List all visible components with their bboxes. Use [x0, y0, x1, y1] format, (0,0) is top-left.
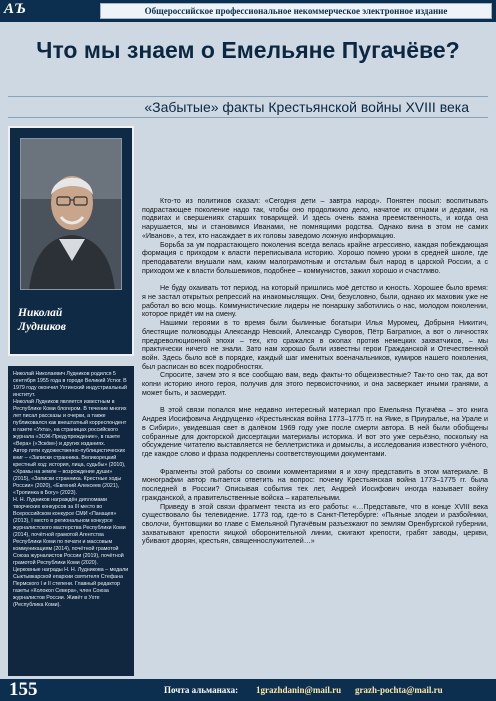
bio-paragraph: Автор пяти художественно-публицистических книг – «Записки странника. Великорецкий крестный ход: история, лица, судьбы» (2010), «Храмы на земле – возрождение души» (2015), «Записки странника. Крестные ходы России» (2020), «Евгений Алексеев (2021), «Тропинка в Богу» (2023).: [13, 448, 126, 496]
bio-paragraph: Церковные награды Н. Н. Лудникова – медали Сыктывкарской епархии святителя Стефана Пермского I и II степени. Главный редактор газеты «Колокол Севера», член Союза журналистов России. Живёт в Ухте (Республика Коми).: [13, 567, 129, 608]
author-first-name: Николай: [18, 307, 63, 319]
contact-email-link[interactable]: grazh-pochta@mail.ru: [355, 685, 443, 695]
article-paragraph: Нашими героями в то время были былинные богатыри Илья Муромец, Добрыня Никитич, блестящие полководцы Александр Невский, Александр Суворов, Пётр Багратион, а вот о личностях предреволюционной эпохи – тех, кто сражался в окопах против немецких захватчиков, – мы практически ничего не знали. Зато нам хорошо были известны герои Гражданской и Отечественной войн. Здесь было всё в порядке, каждый шаг именитых военачальников, кумиров нашего поколения, был расписан во всех подробностях.: [142, 319, 488, 371]
page-number: 155: [9, 679, 38, 700]
article-title: Что мы знаем о Емельяне Пугачёве?: [36, 37, 460, 63]
bio-paragraph: Н. Н. Лудников награждён дипломами творческих конкурсов за III место во Всероссийском конкурсе СМИ «Панацея» (2013), I место в региональном конкурсе журналистского мастерства Республики Коми (2014), почётной грамотой Агентства Республики Коми по печати и массовым коммуникациям (2014), почётной грамотой Союза журналистов России (2019), почётной грамотой Республики Коми (2020).: [13, 497, 126, 566]
top-strip: [0, 0, 496, 22]
author-name: [18, 306, 128, 334]
article-subtitle: «Забытые» факты Крестьянской войны XVIII века: [144, 99, 469, 115]
contact-email-link[interactable]: 1grazhdanin@mail.ru: [256, 685, 342, 695]
author-portrait-icon: [21, 139, 122, 290]
article-body: [142, 197, 488, 546]
author-card: [8, 126, 134, 356]
author-photo: [20, 138, 122, 290]
author-last-name: Лудников: [18, 321, 66, 333]
article-paragraph: Фрагменты этой работы со своими комментариями я и хочу представить в этом материале. В монографии автор пытается ответить на вопрос: почему Крестьянская война 1773–1775 гг. была последней в России? Описывая события тех лет, Андрей Иосифович иногда называет войну гражданской, а правительственные войска – карательными.: [142, 467, 488, 502]
article-paragraph: В этой связи попался мне недавно интересный материал про Емельяна Пугачёва – это книга Андрея Иосифовича Андрущенко «Крестьянская война 1773–1775 гг. на Яике, в Приуралье, на Урале и в Сибири», увидевшая свет в далёком 1969 году уже после смерти автора. В ней были обобщены собранные для докторской диссертации материалы историка. И вот это уже серьёзно, поскольку на обсуждение читателю выставляется не беллетристика и домыслы, а исследования известного учёного, где каждое слово и фраза подкреплены соответствующими документами.: [142, 406, 488, 458]
article-paragraph: Приведу в этой связи фрагмент текста из его работы: «…Представьте, что в конце XVIII века существовало бы телевидение. 1773 год, где-то в Санкт-Петербурге: «Пьяные злодеи и разбойники, сволочи, бунтовщики во главе с Емельяной Пугачёвым разъезжают по землям Оренбургской губернии, захватывают крепости яицкой оборонительной линии, сжигают крепости, грабят заводы, церкви, убивают дворян, крестьян, священнослужителей…»: [142, 502, 488, 546]
article-paragraph: Не буду охаивать тот период, на который пришлись моё детство и юность. Хорошее было время: я не застал открытых репрессий на инакомыслящих. Они, безусловно, были, однако их маховик уже не работал во всю мощь. Коммунистические лидеры не понаршку заботились о нас, молодом поколении, которое придёт им на смену.: [142, 284, 488, 319]
publication-banner: Общероссийское профессиональное некоммерческое электронное издание: [100, 3, 492, 19]
bio-paragraph: Николай Лудников является известным в Республике Коми блогером. В течение многих лет писал рассказы и очерки, а также публиковался как внештатный корреспондент в газете «Ухта», на страницах российского журнала «ЗОЖ-Предупреждение», в газете «Вера» («Эскöм») и других изданиях.: [13, 399, 127, 447]
page-footer: [0, 679, 496, 701]
mail-label: Почта альманаха:: [164, 685, 239, 695]
article-paragraph: Борьба за ум подрастающего поколения всегда велась крайне агрессивно, каждая побеждающая формация с приходом к власти переписывала историю. Хорошо помню уроки в средней школе, где преподаватели внушали нам, каким малограмотным и отсталым был народ в царской России, а с приходом же к власти большевиков, подобнее – коммунистов, зажил хорошо и счастливо.: [142, 240, 488, 275]
bio-paragraph: Николай Николаевич Лудников родился 5 сентября 1955 года в городе Великий Устюг. В 1979 году окончил Ухтинский индустриальный институт.: [13, 371, 127, 398]
article-paragraph: Кто-то из политиков сказал: «Сегодня дети – завтра народ». Понятен посыл: воспитывать подрастающее поколение надо так, чтобы оно продолжило дело, начатое их отцами и дедами, на подвигах и свершениях старших товарищей. И здесь очень важна преемственность, и когда она нарушается, мы и становимся Иванами, не помнящими родства. Однако вина в этом не самих «Иванов», а тех, кто насаждает в их головы заведомо ложную информацию.: [142, 197, 488, 240]
almanac-logo: АЪ: [4, 1, 27, 17]
article-paragraph: Спросите, зачем это я все сообщаю вам, ведь факты-то общеизвестные? Так-то оно так, да вот копни историю иного героя, получив для этого первоисточники, и она засверкает иными гранями, а может быть, и засмердит.: [142, 371, 488, 397]
author-bio: [8, 366, 134, 676]
